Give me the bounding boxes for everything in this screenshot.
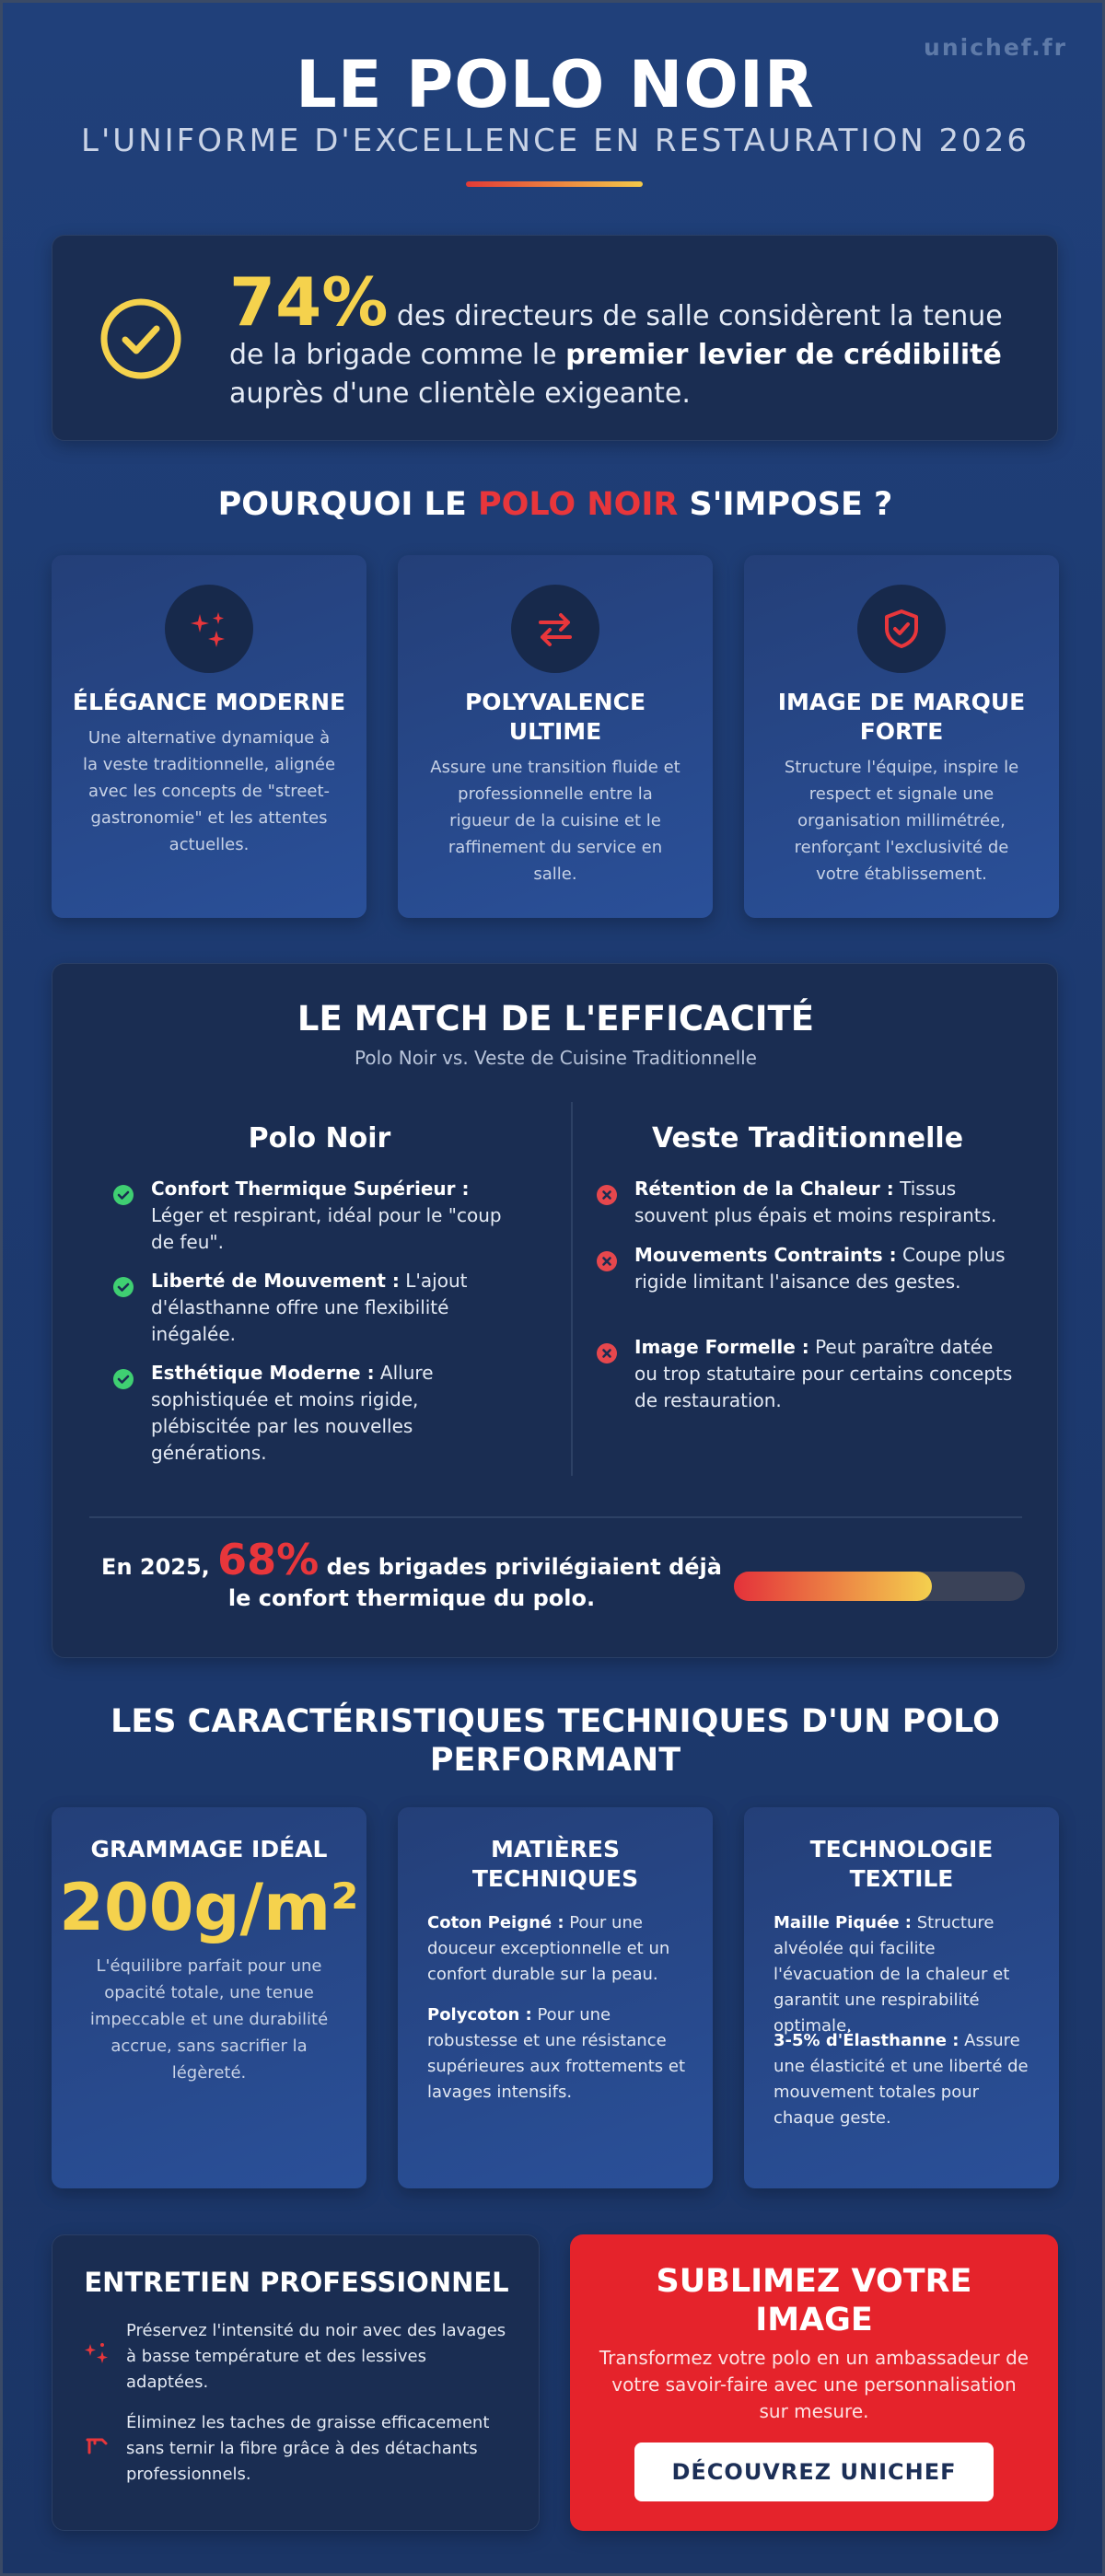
tech-para [427, 2002, 687, 2106]
para-text: Pour une robustesse et une résistance supérieures aux frottements et lavages intensifs. [427, 2005, 686, 2102]
grammage-value: 200g/m² [59, 1870, 359, 1945]
feature-title: POLYVALENCE ULTIME [464, 689, 646, 745]
stat-value: 74% [229, 263, 389, 341]
cross-icon [597, 1251, 617, 1271]
care-card [52, 2234, 540, 2531]
tech-card-title: GRAMMAGE IDÉAL [90, 1836, 328, 1862]
title-underline [466, 181, 643, 187]
para-text: Structure alvéolée qui facilite l'évacuation de la chaleur et garantit une respirabilité optimale. [774, 1913, 1010, 2036]
progress-bar [734, 1572, 1025, 1601]
sparkles-icon [165, 585, 253, 673]
veste-drawback-item [634, 1242, 1021, 1295]
stat-text-before: des directeurs de salle considèrent la tenue de la brigade comme le [229, 300, 1003, 371]
tech-card-desc: L'équilibre parfait pour une opacité totale, une tenue impeccable et une durabilité accrue, sans sacrifier la légèreté. [89, 1956, 329, 2083]
match-divider [89, 1516, 1022, 1518]
match-title: LE MATCH DE L'EFFICACITÉ [297, 999, 815, 1039]
item-bold: Rétention de la Chaleur : [634, 1178, 894, 1200]
tech-card-title: TECHNOLOGIE TEXTILE [809, 1836, 994, 1892]
para-bold: 3-5% d'Élasthanne : [774, 2031, 960, 2050]
check-icon [113, 1369, 134, 1389]
item-text: Allure sophistiquée et moins rigide, plébiscitée par les nouvelles générations. [151, 1362, 434, 1464]
cta-title: SUBLIMEZ VOTRE IMAGE [656, 2263, 972, 2338]
sparkle-wash-icon [82, 2338, 111, 2372]
tech-para [774, 1910, 1033, 2039]
stat-text [229, 263, 1030, 413]
para-bold: Polycoton : [427, 2005, 532, 2025]
column-divider [571, 1102, 573, 1476]
page-title: LE POLO NOIR [296, 47, 815, 122]
item-bold: Confort Thermique Supérieur : [151, 1178, 470, 1200]
feature-title: IMAGE DE MARQUE FORTE [777, 689, 1026, 745]
care-title: ENTRETIEN PROFESSIONNEL [84, 2267, 509, 2298]
brand-watermark: unichef.fr [924, 34, 1067, 61]
para-text: Pour une douceur exceptionnelle et un confort durable sur la peau. [427, 1913, 670, 1984]
item-text: Léger et respirant, idéal pour le "coup de feu". [151, 1204, 502, 1253]
item-bold: Mouvements Contraints : [634, 1244, 897, 1266]
feature-card-polyvalence [398, 555, 713, 918]
feature-title: ÉLÉGANCE MODERNE [72, 689, 346, 715]
why-heading-before: POURQUOI LE [217, 486, 478, 523]
check-icon [113, 1277, 134, 1297]
discover-unichef-button[interactable]: DÉCOUVREZ UNICHEF [634, 2443, 994, 2501]
polo-advantage-item [151, 1360, 519, 1467]
feature-card-image-marque [744, 555, 1059, 918]
para-bold: Maille Piquée : [774, 1913, 912, 1932]
item-text: L'ajout d'élasthanne offre une flexibilité inégalée. [151, 1270, 468, 1345]
stat-text-after: auprès d'une clientèle exigeante. [229, 377, 691, 410]
item-text: Coupe plus rigide limitant l'aisance des gestes. [634, 1244, 1006, 1293]
polo-advantage-item [151, 1176, 519, 1256]
match-stat-after: des brigades privilégiaient déjà le confort thermique du polo. [227, 1554, 722, 1611]
tech-para [427, 1910, 687, 1988]
why-heading-after: S'IMPOSE ? [678, 486, 893, 523]
why-heading [3, 485, 1105, 524]
tech-card-matieres [398, 1807, 713, 2188]
item-bold: Esthétique Moderne : [151, 1362, 375, 1384]
check-circle-icon [97, 295, 185, 383]
polo-column-title: Polo Noir [248, 1122, 391, 1155]
item-text: Peut paraître datée ou trop statutaire pour certains concepts de restauration. [634, 1336, 1013, 1411]
veste-drawback-item [634, 1176, 1021, 1229]
care-item: Préservez l'intensité du noir avec des lavages à basse température et des lessives adaptées. [126, 2321, 506, 2392]
tech-para [774, 2028, 1033, 2131]
stat-text-bold: premier levier de crédibilité [565, 339, 1002, 371]
shield-check-icon [857, 585, 946, 673]
exchange-arrows-icon [511, 585, 599, 673]
match-card [52, 963, 1058, 1658]
match-subtitle: Polo Noir vs. Veste de Cuisine Traditionnelle [355, 1047, 757, 1069]
why-heading-accent: POLO NOIR [477, 486, 679, 523]
cta-desc: Transformez votre polo en un ambassadeur de votre savoir-faire avec une personnalisation sur mesure. [599, 2347, 1029, 2422]
para-bold: Coton Peigné : [427, 1913, 564, 1932]
item-text: Tissus souvent plus épais et moins respirants. [634, 1178, 997, 1226]
match-stat-before: En 2025, [101, 1554, 218, 1580]
page-subtitle: L'UNIFORME D'EXCELLENCE EN RESTAURATION 2026 [81, 122, 1029, 159]
tech-card-grammage [52, 1807, 366, 2188]
check-icon [113, 1185, 134, 1205]
feature-desc: Structure l'équipe, inspire le respect et signale une organisation millimétrée, renforçant l'exclusivité de votre établissement. [784, 758, 1019, 884]
stat-card [52, 235, 1058, 441]
care-item: Éliminez les taches de graisse efficacement sans ternir la fibre grâce à des détachants professionnels. [126, 2413, 490, 2484]
cta-card [570, 2234, 1058, 2531]
feature-desc: Assure une transition fluide et professionnelle entre la rigueur de la cuisine et le raffinement du service en salle. [430, 758, 680, 884]
feature-card-elegance [52, 555, 366, 918]
cross-icon [597, 1185, 617, 1205]
polo-advantage-item [151, 1268, 519, 1348]
veste-column-title: Veste Traditionnelle [651, 1122, 964, 1155]
feature-desc: Une alternative dynamique à la veste traditionnelle, alignée avec les concepts de "street-gastronomie" et les attentes actuelles. [82, 728, 336, 854]
stain-remover-icon [82, 2431, 111, 2464]
match-stat [89, 1535, 734, 1614]
match-stat-value: 68% [217, 1535, 320, 1584]
cross-icon [597, 1343, 617, 1363]
item-bold: Image Formelle : [634, 1336, 809, 1358]
tech-card-technologie [744, 1807, 1059, 2188]
progress-fill [734, 1572, 932, 1601]
item-bold: Liberté de Mouvement : [151, 1270, 400, 1292]
para-text: Assure une élasticité et une liberté de mouvement totales pour chaque geste. [774, 2031, 1029, 2128]
tech-card-title: MATIÈRES TECHNIQUES [471, 1836, 639, 1892]
tech-heading: LES CARACTÉRISTIQUES TECHNIQUES D'UN POLO PERFORMANT [110, 1703, 1000, 1779]
veste-drawback-item [634, 1334, 1021, 1414]
